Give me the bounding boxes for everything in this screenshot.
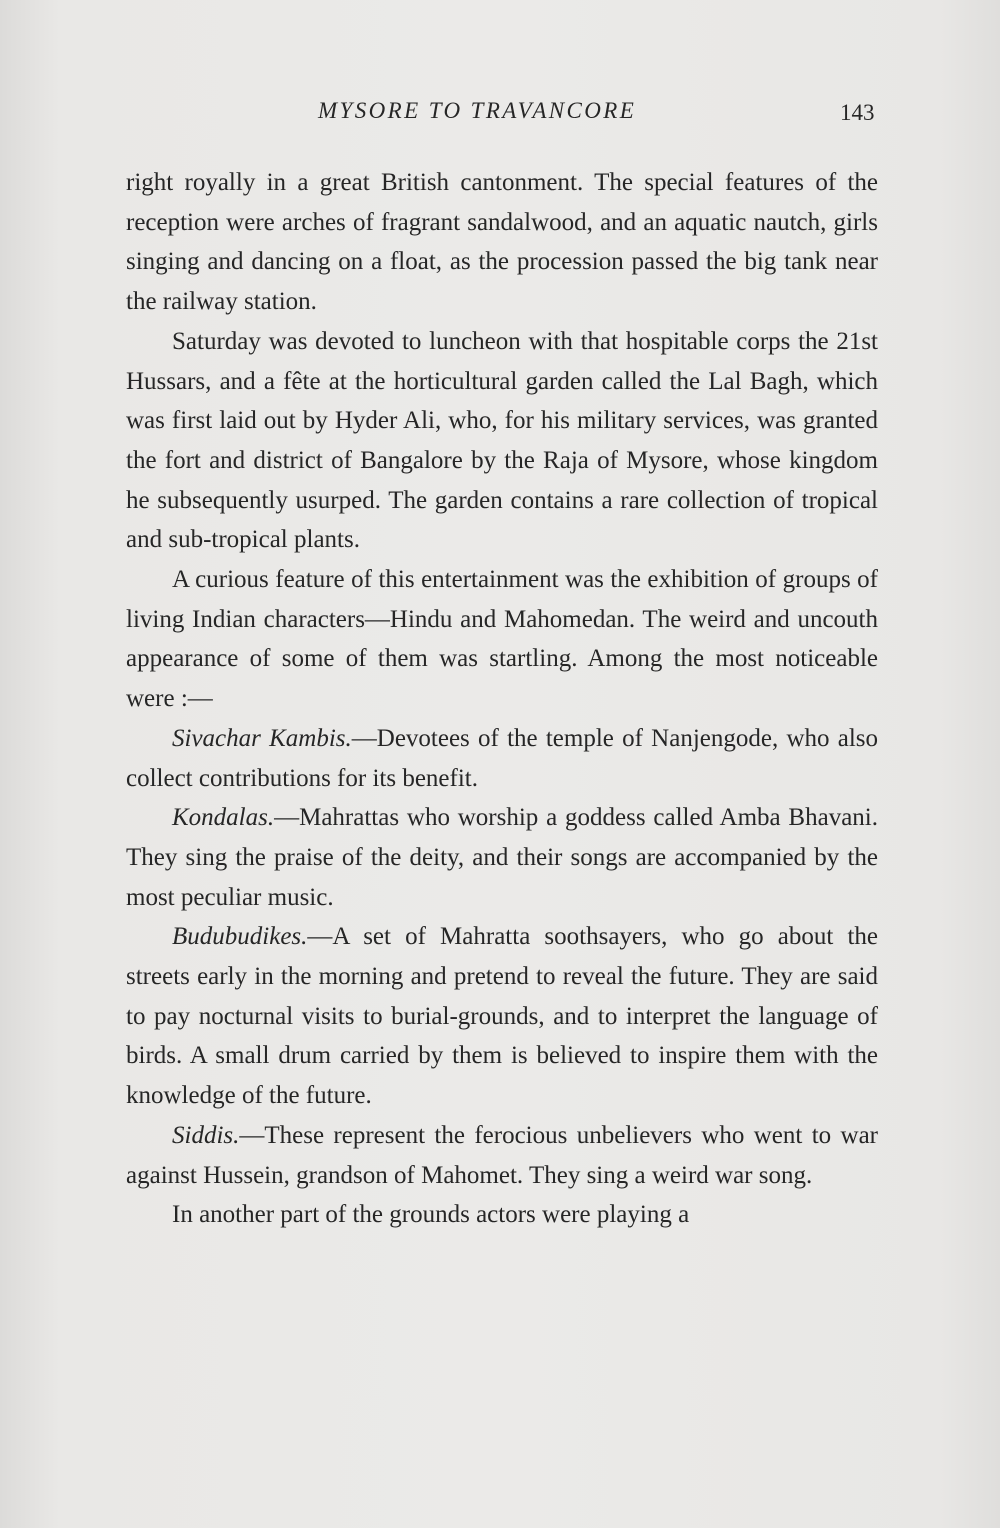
paragraph-curious-feature	[126, 560, 878, 719]
paragraph-saturday	[126, 322, 878, 560]
paragraph-sivachar-kambis	[126, 719, 878, 798]
paragraph-another-part	[126, 1195, 878, 1235]
term-kondalas: Kondalas.	[172, 804, 275, 832]
paragraph-text: —These represent the ferocious unbelievers who went to war against Hussein, grandson of Mahomet. They sing a weird war song.	[126, 1121, 878, 1189]
paragraph-text: —Devotees of the temple of Nanjengode, who also collect contributions for its benefit.	[126, 724, 878, 792]
paragraph-text: A curious feature of this entertainment was the exhibition of groups of living Indian characters—Hindu and Mahomedan. The weird and uncouth appearance of some of them was startling. Among the most noticeable were :—	[126, 566, 878, 713]
paragraph-text: Saturday was devoted to luncheon with that hospitable corps the 21st Hussars, and a fête at the horticultural garden called the Lal Bagh, which was first laid out by Hyder Ali, who, for his military services, was granted the fort and district of Bangalore by the Raja of Mysore, whose kingdom he subsequently usurped. The garden contains a rare collection of tropical and sub-tropical plants.	[126, 327, 878, 554]
paragraph-text: —A set of Mahratta soothsayers, who go about the streets early in the morning and pretend to reveal the future. They are said to pay nocturnal visits to burial-grounds, and to interpret the language of birds. A small drum carried by them is believed to inspire them with the knowledge of the future.	[126, 923, 878, 1110]
paragraph-continued	[126, 163, 878, 322]
paragraph-siddis	[126, 1116, 878, 1195]
running-title: MYSORE TO TRAVANCORE	[318, 98, 637, 123]
text-body	[126, 163, 878, 1235]
paragraph-text: In another part of the grounds actors were playing a	[172, 1201, 690, 1229]
term-sivachar-kambis: Sivachar Kambis.	[172, 724, 352, 752]
paragraph-text: —Mahrattas who worship a goddess called Amba Bhavani. They sing the praise of the deity, and their songs are accompanied by the most peculiar music.	[126, 804, 878, 911]
paragraph-text: right royally in a great British cantonment. The special features of the reception were arches of fragrant sandalwood, and an aquatic nautch, girls singing and dancing on a float, as the procession passed the big tank near the railway station.	[126, 169, 878, 316]
paragraph-kondalas	[126, 798, 878, 917]
term-siddis: Siddis.	[172, 1121, 240, 1149]
page-number: 143	[840, 100, 875, 125]
running-head	[0, 98, 1000, 128]
term-budubudikes: Budubudikes.	[172, 923, 308, 951]
paragraph-budubudikes	[126, 917, 878, 1116]
